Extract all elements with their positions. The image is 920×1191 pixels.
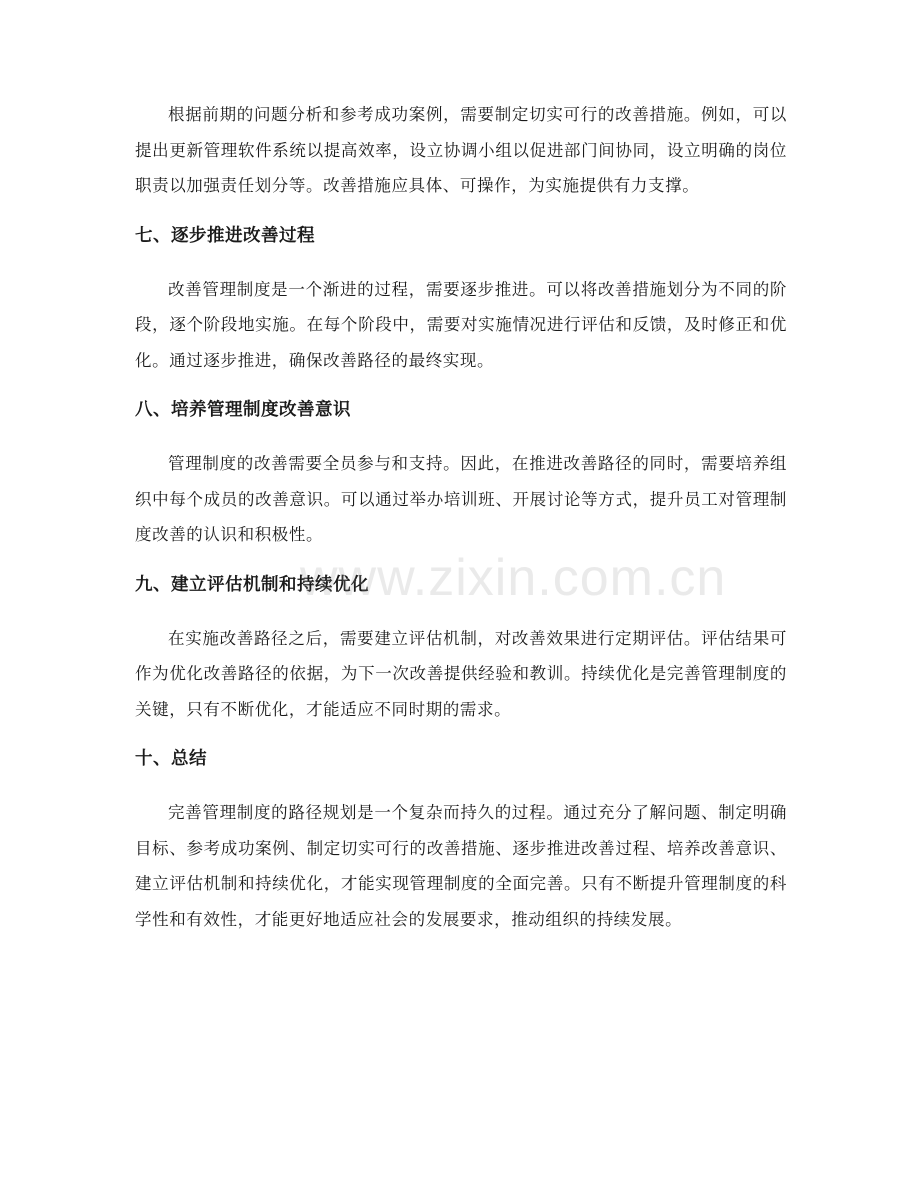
section-8-paragraph: 管理制度的改善需要全员参与和支持。因此，在推进改善路径的同时，需要培养组织中每个成员的改善意识。可以通过举办培训班、开展讨论等方式，提升员工对管理制度改善的认识和积极性。 (135, 454, 787, 544)
section-9-paragraph: 在实施改善路径之后，需要建立评估机制，对改善效果进行定期评估。评估结果可作为优化改善路径的依据，为下一次改善提供经验和教训。持续优化是完善管理制度的关键，只有不断优化，才能适应不同时期的需求。 (135, 628, 787, 719)
section-9-heading: 九、建立评估机制和持续优化 (135, 574, 369, 595)
section-10-heading: 十、总结 (135, 749, 207, 769)
section-7-paragraph: 改善管理制度是一个渐进的过程，需要逐步推进。可以将改善措施划分为不同的阶段，逐个阶段地实施。在每个阶段中，需要对实施情况进行评估和反馈，及时修正和优化。通过逐步推进，确保改善路径的最终实现。 (135, 279, 787, 370)
section-8-heading: 八、培养管理制度改善意识 (135, 400, 351, 420)
section-10-paragraph: 完善管理制度的路径规划是一个复杂而持久的过程。通过充分了解问题、制定明确目标、参考成功案例、制定切实可行的改善措施、逐步推进改善过程、培养改善意识、建立评估机制和持续优化，才能实现管理制度的全面完善。只有不断提升管理制度的科学性和有效性，才能更好地适应社会的发展要求，推动组织的持续发展。 (135, 803, 787, 929)
watermark: www.zixin.com.cn (300, 549, 727, 607)
section-7-heading: 七、逐步推进改善过程 (135, 225, 315, 246)
document-body (135, 97, 787, 937)
intro-paragraph: 根据前期的问题分析和参考成功案例，需要制定切实可行的改善措施。例如，可以提出更新管理软件系统以提高效率，设立协调小组以促进部门间协同，设立明确的岗位职责以加强责任划分等。改善措施应具体、可操作，为实施提供有力支撑。 (135, 105, 787, 195)
